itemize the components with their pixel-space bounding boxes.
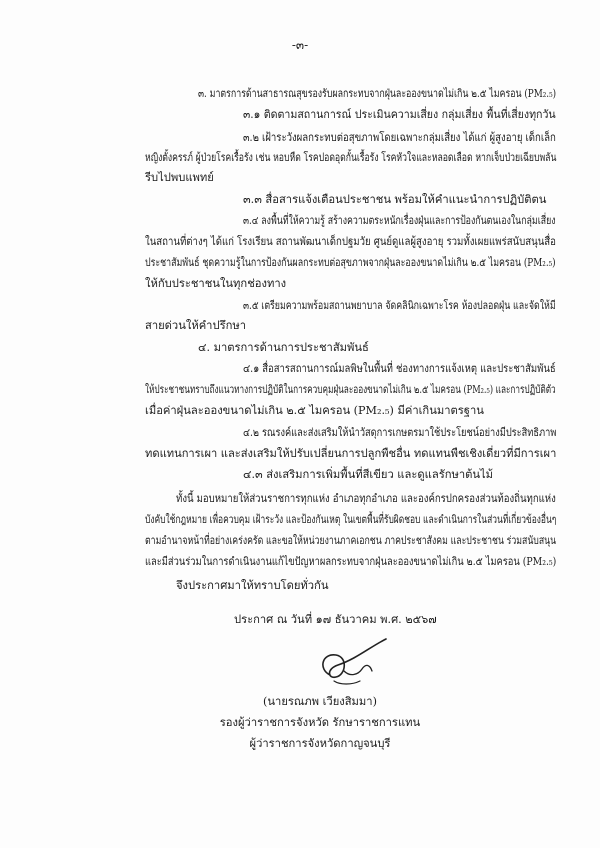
item-3-4: ๓.๔ ลงพื้นที่ให้ความรู้ สร้างความตระหนักเรื่องฝุ่นและการป้องกันตนเองในกลุ่มเสี่ยง [243,214,556,227]
item-3-5: ๓.๕ เตรียมความพร้อมสถานพยาบาล จัดคลินิกเฉพาะโรค ห้องปลอดฝุ่น และจัดให้มี [243,299,556,312]
item-4-2: ๔.๒ รณรงค์และส่งเสริมให้นำวัสดุการเกษตรมาใช้ประโยชน์อย่างมีประสิทธิภาพ [243,426,557,439]
item-3-2-cont-1: หญิงตั้งครรภ์ ผู้ป่วยโรคเรื้อรัง เช่น หอบหืด โรคปอดอุดกั้นเรื้อรัง โรคหัวใจและหลอดเลือด หากเจ็บป่วยเฉียบพลัน [145,151,557,164]
item-3-5-cont: สายด่วนให้คำปรึกษา [145,319,247,332]
closing-para-4: และมีส่วนร่วมในการดำเนินงานแก้ไขปัญหาผลกระทบจากฝุ่นละอองขนาดไม่เกิน ๒.๕ ไมครอน (PM₂.₅) [145,555,557,568]
item-3-4-cont-1: ในสถานที่ต่างๆ ได้แก่ โรงเรียน สถานพัฒนาเด็กปฐมวัย ศูนย์ดูแลผู้สูงอายุ รวมทั้งเผยแพร่สนับสนุนสื่อ [145,235,556,248]
signature-mark [300,625,410,695]
closing-para-1: ทั้งนี้ มอบหมายให้ส่วนราชการทุกแห่ง อำเภอทุกอำเภอ และองค์กรปกครองส่วนท้องถิ่นทุกแห่ง [176,492,556,505]
page-number: -๓- [291,38,309,52]
closing-para-2: บังคับใช้กฎหมาย เพื่อควบคุม เฝ้าระวัง และป้องกันเหตุ ในเขตพื้นที่รับผิดชอบ และดำเนินการในส่วนที่เกี่ยวข้องอื่นๆ [145,513,557,526]
announcement-line: จึงประกาศมาให้ทราบโดยทั่วกัน [176,579,329,592]
item-3-3: ๓.๓ สื่อสารแจ้งเตือนประชาชน พร้อมให้คำแนะนำการปฏิบัติตน [243,193,547,206]
item-4-2-cont: ทดแทนการเผา และส่งเสริมให้ปรับเปลี่ยนการปลูกพืชอื่น ทดแทนพืชเชิงเดี่ยวที่มีการเผา [145,447,557,460]
item-4-3: ๔.๓ ส่งเสริมการเพิ่มพื้นที่สีเขียว และดูแลรักษาต้นไม้ [243,468,494,481]
item-4-1-cont-2: เมื่อค่าฝุ่นละอองขนาดไม่เกิน ๒.๕ ไมครอน (PM₂.₅) มีค่าเกินมาตรฐาน [145,404,484,417]
closing-para-3: ตามอำนาจหน้าที่อย่างเคร่งครัด และขอให้หน่วยงานภาคเอกชน ภาคประชาสังคม และประชาชน ร่วมสนับสนุน [145,534,557,547]
signer-name: (นายรณภพ เวียงสิมมา) [263,695,377,708]
date-line: ประกาศ ณ วันที่ ๑๗ ธันวาคม พ.ศ. ๒๕๖๗ [234,613,437,626]
item-3-1: ๓.๑ ติดตามสถานการณ์ ประเมินความเสี่ยง กลุ่มเสี่ยง พื้นที่เสี่ยงทุกวัน [243,108,556,121]
item-3-4-cont-3: ให้กับประชาชนในทุกช่องทาง [145,277,287,290]
heading-measure-3: ๓. มาตรการด้านสาธารณสุขรองรับผลกระทบจากฝุ่นละอองขนาดไม่เกิน ๒.๕ ไมครอน (PM₂.₅) [198,87,557,100]
signer-title-line-2: ผู้ว่าราชการจังหวัดกาญจนบุรี [249,737,391,750]
heading-measure-4: ๔. มาตรการด้านการประชาสัมพันธ์ [198,341,369,354]
item-4-1: ๔.๑ สื่อสารสถานการณ์มลพิษในพื้นที่ ช่องทางการแจ้งเหตุ และประชาสัมพันธ์ [243,362,556,375]
item-3-4-cont-2: ประชาสัมพันธ์ ชุดความรู้ในการป้องกันผลกระทบต่อสุขภาพจากฝุ่นละอองขนาดไม่เกิน ๒.๕ ไมครอน (PM₂.₅) [145,256,556,269]
item-3-2-cont-2: รีบไปพบแพทย์ [145,171,214,184]
signer-title-line-1: รองผู้ว่าราชการจังหวัด รักษาราชการแทน [219,716,421,729]
item-3-2: ๓.๒ เฝ้าระวังผลกระทบต่อสุขภาพโดยเฉพาะกลุ่มเสี่ยง ได้แก่ ผู้สูงอายุ เด็กเล็ก [243,131,556,144]
item-4-1-cont-1: ให้ประชาชนทราบถึงแนวทางการปฏิบัติในการควบคุมฝุ่นละอองขนาดไม่เกิน ๒.๕ ไมครอน (PM₂.₅) และการปฏิบัติตัว [145,383,556,396]
